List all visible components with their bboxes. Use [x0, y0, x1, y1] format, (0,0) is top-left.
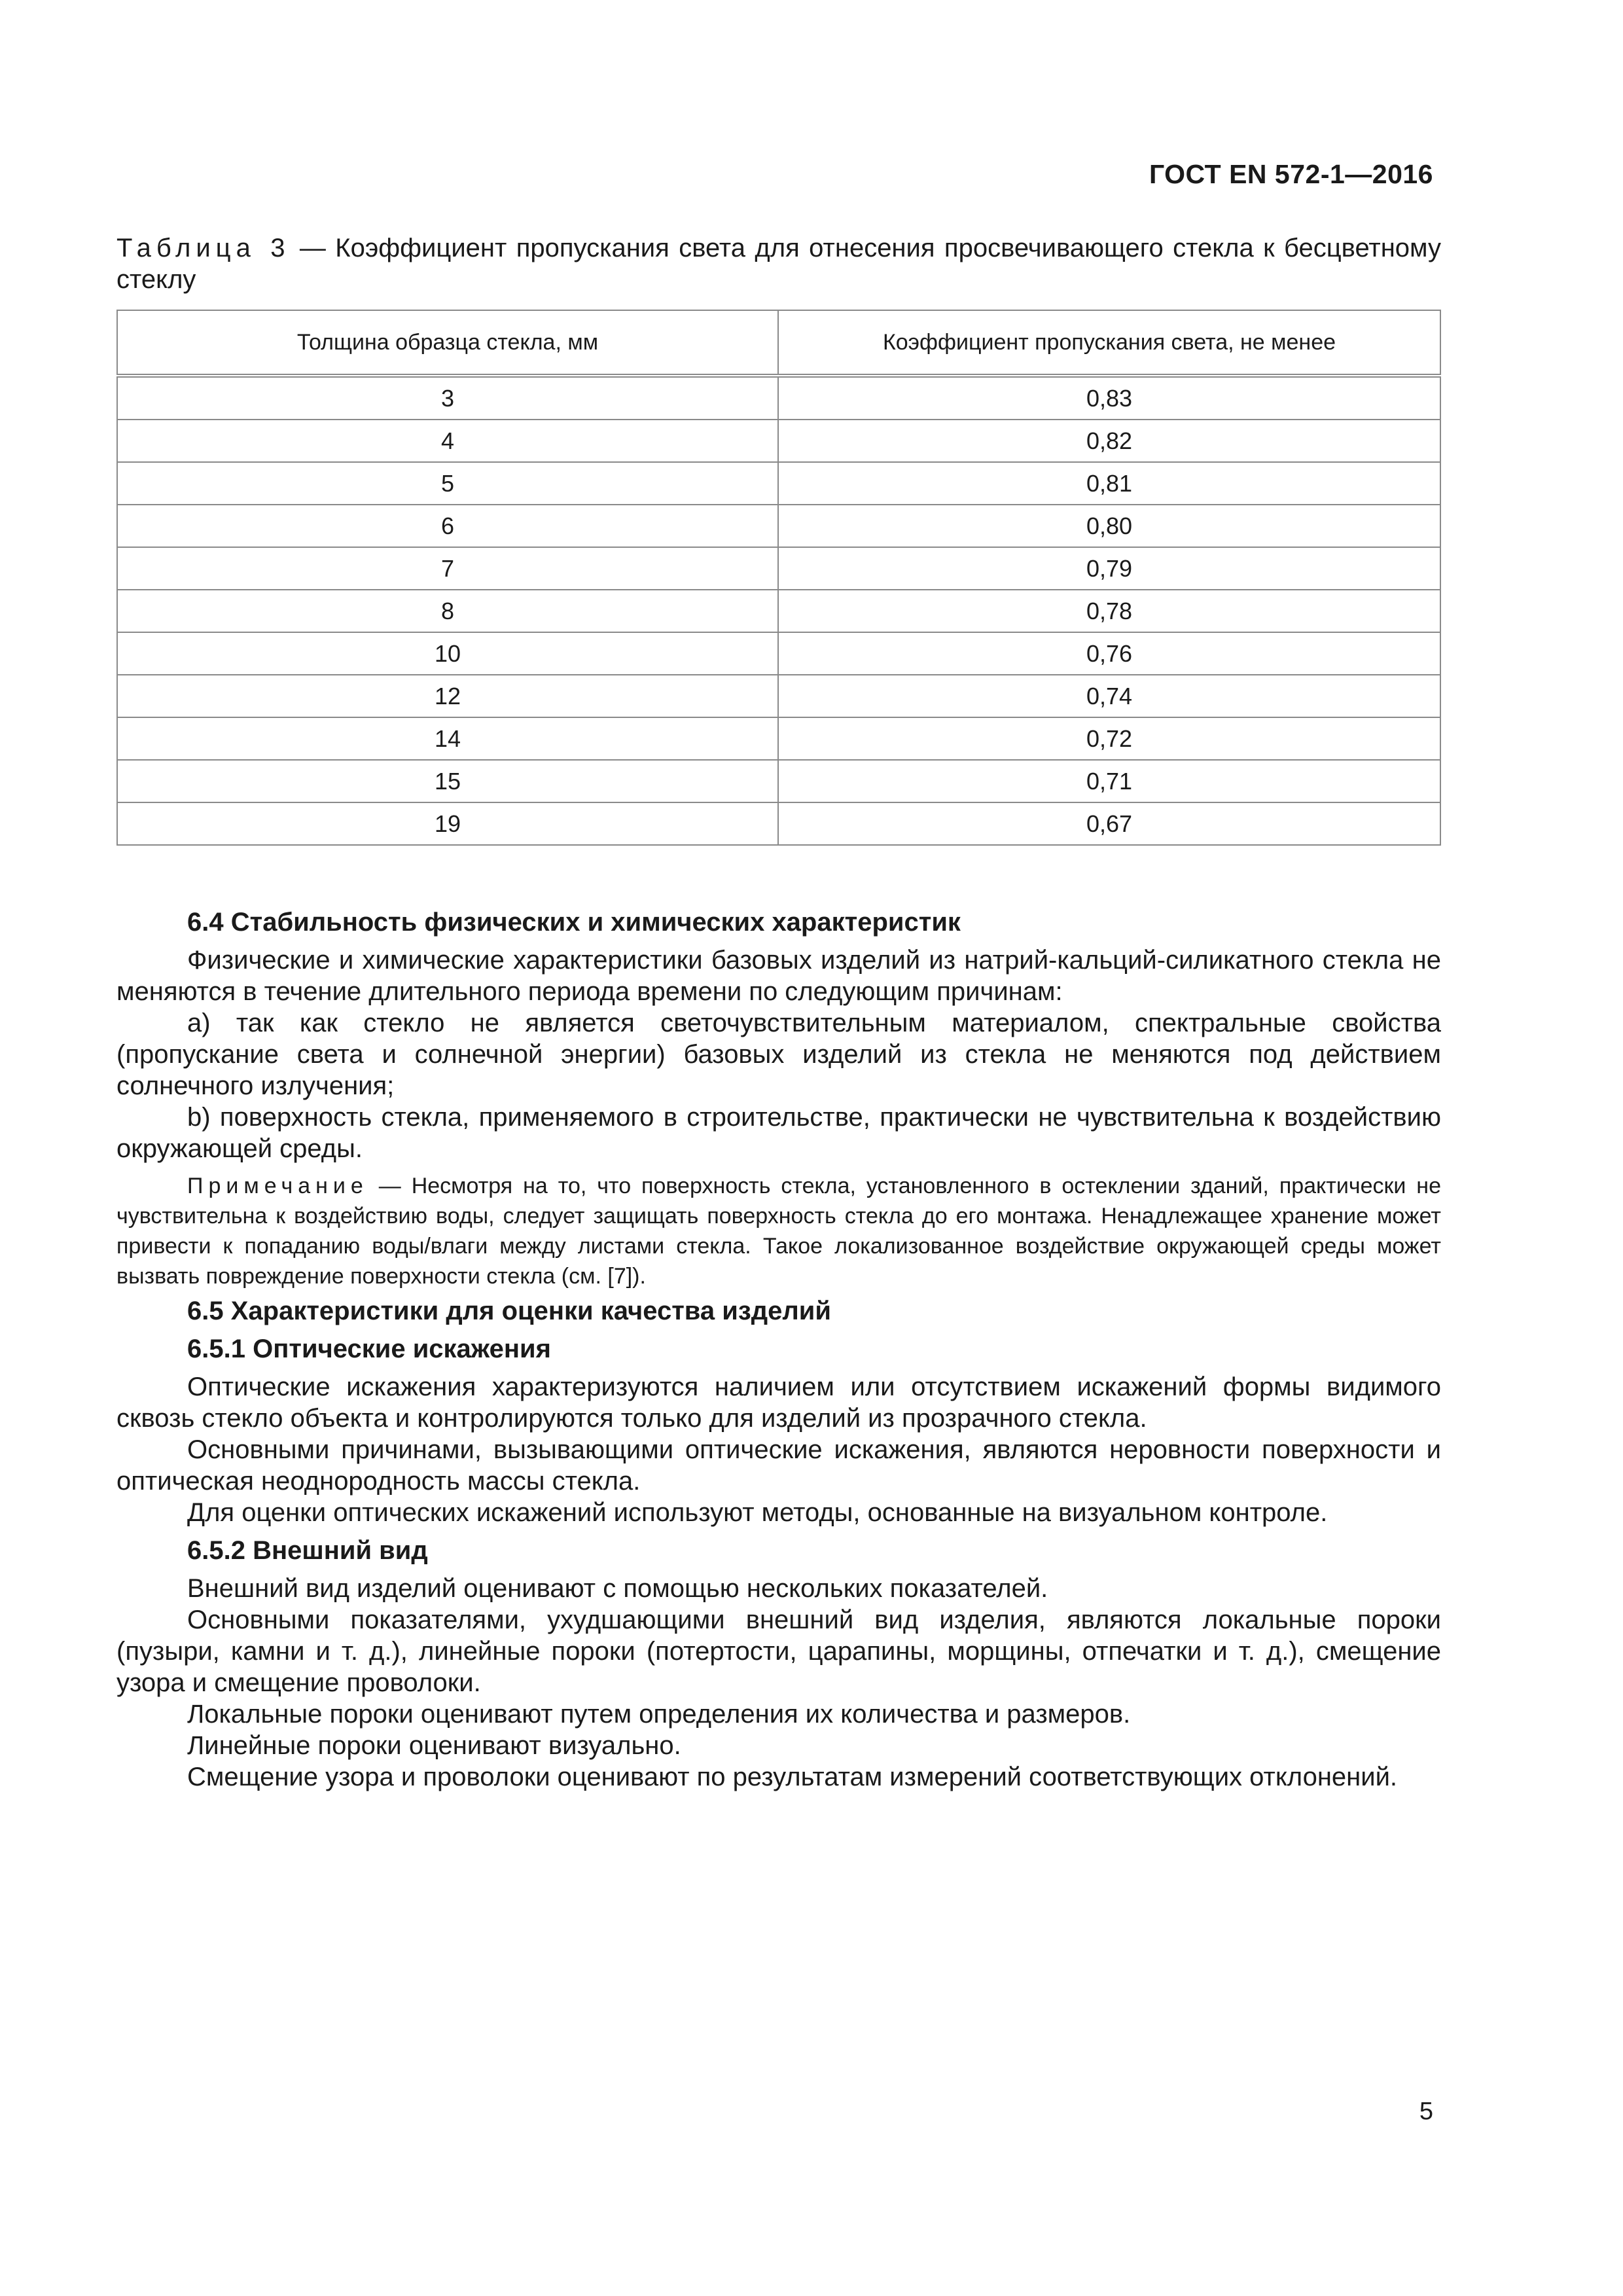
- cell-thickness: 12: [117, 675, 778, 717]
- section-heading-6-5-1: 6.5.1 Оптические искажения: [187, 1335, 551, 1363]
- table-row: [117, 590, 1440, 632]
- table-caption-text: — Коэффициент пропускания света для отнесения просвечивающего стекла к бесцветному стеклу: [116, 234, 1441, 294]
- cell-transmission: 0,78: [778, 590, 1440, 632]
- cell-thickness: 10: [117, 632, 778, 675]
- cell-thickness: 7: [117, 547, 778, 590]
- table-row: [117, 632, 1440, 675]
- paragraph: Внешний вид изделий оценивают с помощью нескольких показателей.: [187, 1574, 1048, 1603]
- section-heading-6-5-2: 6.5.2 Внешний вид: [187, 1536, 428, 1565]
- table-row: [117, 675, 1440, 717]
- paragraph: Смещение узора и проволоки оценивают по результатам измерений соответствующих отклонений.: [187, 1763, 1398, 1791]
- table-header-row: [117, 310, 1440, 376]
- table-caption-label: Таблица 3: [116, 234, 291, 262]
- paragraph: Основными показателями, ухудшающими внешний вид изделия, являются локальные пороки (пузыри, камни и т. д.), линейные пороки (потертости, царапины, морщины, отпечатки и т. д.), смещение узора и смещение проволоки.: [116, 1605, 1441, 1697]
- table-caption: [116, 232, 1441, 295]
- cell-transmission: 0,83: [778, 376, 1440, 420]
- paragraph: а) так как стекло не является светочувствительным материалом, спектральные свойства (пропускание света и солнечной энергии) базовых изделий из стекла не меняются под действием солнечного излучения;: [116, 1009, 1441, 1100]
- cell-transmission: 0,80: [778, 505, 1440, 547]
- paragraph: Для оценки оптических искажений используют методы, основанные на визуальном контроле.: [187, 1498, 1328, 1527]
- paragraph: b) поверхность стекла, применяемого в строительстве, практически не чувствительна к воздействию окружающей среды.: [116, 1103, 1441, 1163]
- paragraph: Локальные пороки оценивают путем определения их количества и размеров.: [187, 1700, 1131, 1729]
- document-code: ГОСТ EN 572-1—2016: [1149, 159, 1433, 189]
- cell-transmission: 0,79: [778, 547, 1440, 590]
- note-label: Примечание: [187, 1174, 368, 1198]
- page-number: 5: [1419, 2098, 1433, 2125]
- table-row: [117, 547, 1440, 590]
- paragraph: Основными причинами, вызывающими оптические искажения, являются неровности поверхности и оптическая неоднородность массы стекла.: [116, 1435, 1441, 1496]
- paragraph: Линейные пороки оценивают визуально.: [187, 1731, 681, 1760]
- cell-transmission: 0,71: [778, 760, 1440, 802]
- cell-thickness: 6: [117, 505, 778, 547]
- cell-thickness: 15: [117, 760, 778, 802]
- paragraph: Оптические искажения характеризуются наличием или отсутствием искажений формы видимого сквозь стекло объекта и контролируются только для изделий из прозрачного стекла.: [116, 1372, 1441, 1433]
- light-transmission-table: [116, 310, 1441, 846]
- cell-transmission: 0,67: [778, 802, 1440, 845]
- table-row: [117, 505, 1440, 547]
- table-row: [117, 760, 1440, 802]
- note: [116, 1171, 1441, 1291]
- cell-thickness: 5: [117, 462, 778, 505]
- cell-thickness: 8: [117, 590, 778, 632]
- table-row: [117, 462, 1440, 505]
- column-header-transmission: Коэффициент пропускания света, не менее: [778, 310, 1440, 376]
- table-row: [117, 802, 1440, 845]
- body-text: [116, 906, 1441, 1793]
- table-row: [117, 376, 1440, 420]
- cell-thickness: 14: [117, 717, 778, 760]
- cell-transmission: 0,82: [778, 420, 1440, 462]
- column-header-thickness: Толщина образца стекла, мм: [117, 310, 778, 376]
- cell-thickness: 19: [117, 802, 778, 845]
- cell-thickness: 4: [117, 420, 778, 462]
- cell-transmission: 0,74: [778, 675, 1440, 717]
- cell-thickness: 3: [117, 376, 778, 420]
- cell-transmission: 0,76: [778, 632, 1440, 675]
- table-row: [117, 420, 1440, 462]
- cell-transmission: 0,72: [778, 717, 1440, 760]
- table-row: [117, 717, 1440, 760]
- paragraph: Физические и химические характеристики базовых изделий из натрий-кальций-силикатного стекла не меняются в течение длительного периода времени по следующим причинам:: [116, 946, 1441, 1006]
- cell-transmission: 0,81: [778, 462, 1440, 505]
- section-heading-6-5: 6.5 Характеристики для оценки качества изделий: [187, 1297, 831, 1325]
- note-text: — Несмотря на то, что поверхность стекла, установленного в остеклении зданий, практически не чувствительна к воздействию воды, следует защищать поверхность стекла до его монтажа. Ненадлежащее хранение может привести к попаданию воды/влаги между листами стекла. Такое локализованное воздействие окружающей среды может вызвать повреждение поверхности стекла (см. [7]).: [116, 1174, 1441, 1289]
- section-heading-6-4: 6.4 Стабильность физических и химических характеристик: [187, 908, 961, 937]
